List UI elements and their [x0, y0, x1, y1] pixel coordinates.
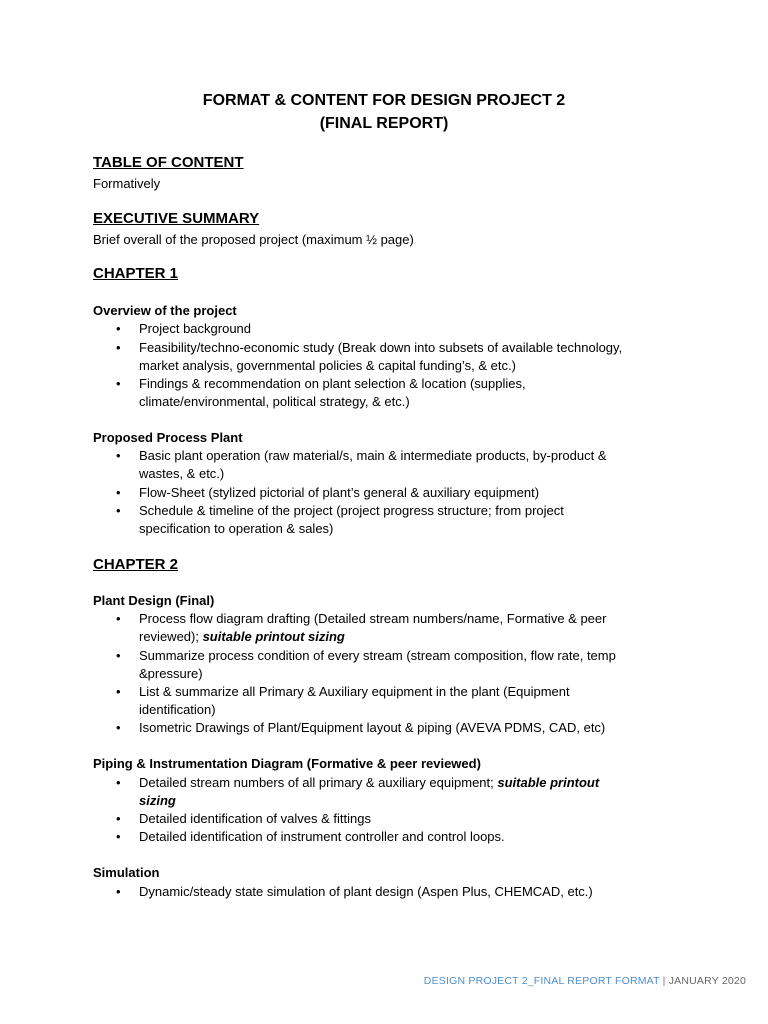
page-footer [424, 975, 746, 987]
pid-title: Piping & Instrumentation Diagram (Formative & peer reviewed) [93, 756, 481, 771]
bullet-icon [116, 811, 130, 826]
list-item: Schedule & timeline of the project (project progress structure; from project [139, 503, 564, 518]
list-item: Detailed identification of valves & fittings [139, 811, 371, 826]
bullet-icon [116, 485, 130, 500]
process-plant-title: Proposed Process Plant [93, 430, 243, 445]
exec-summary-text: Brief overall of the proposed project (maximum ½ page) [93, 232, 414, 247]
emphasis-text: suitable printout sizing [202, 629, 345, 644]
list-item-continuation: identification) [139, 702, 216, 717]
emphasis-text: sizing [139, 793, 176, 808]
list-item: List & summarize all Primary & Auxiliary equipment in the plant (Equipment [139, 684, 570, 699]
list-item-continuation: market analysis, governmental policies & capital funding’s, & etc.) [139, 358, 516, 373]
document-title-line2: (FINAL REPORT) [319, 115, 449, 132]
list-item: Summarize process condition of every stream (stream composition, flow rate, temp [139, 648, 616, 663]
bullet-icon [116, 775, 130, 790]
footer-date: JANUARY 2020 [668, 975, 746, 987]
document-title-line1: FORMAT & CONTENT FOR DESIGN PROJECT 2 [202, 92, 566, 109]
bullet-icon [116, 340, 130, 355]
list-item-text: Detailed stream numbers of all primary & auxiliary equipment; [139, 775, 498, 790]
list-item-text: reviewed); [139, 629, 203, 644]
list-item: Basic plant operation (raw material/s, main & intermediate products, by-product & [139, 448, 607, 463]
footer-title: DESIGN PROJECT 2_FINAL REPORT FORMAT [423, 975, 660, 987]
bullet-icon [116, 684, 130, 699]
list-item-continuation: &pressure) [139, 666, 203, 681]
bullet-icon [116, 829, 130, 844]
emphasis-text: suitable printout [497, 775, 600, 790]
toc-text: Formatively [93, 176, 161, 191]
list-item: Isometric Drawings of Plant/Equipment layout & piping (AVEVA PDMS, CAD, etc) [139, 720, 606, 735]
list-item-continuation: wastes, & etc.) [139, 466, 225, 481]
bullet-icon [116, 611, 130, 626]
plant-design-title: Plant Design (Final) [93, 593, 215, 608]
list-item-continuation: climate/environmental, political strategy, & etc.) [139, 394, 410, 409]
toc-heading: TABLE OF CONTENT [93, 154, 244, 171]
bullet-icon [116, 321, 130, 336]
list-item: Dynamic/steady state simulation of plant design (Aspen Plus, CHEMCAD, etc.) [139, 884, 593, 899]
list-item: Findings & recommendation on plant selection & location (supplies, [139, 376, 526, 391]
overview-title: Overview of the project [93, 303, 237, 318]
footer-separator: | [659, 975, 669, 987]
bullet-icon [116, 376, 130, 391]
list-item-continuation [139, 628, 684, 646]
bullet-icon [116, 503, 130, 518]
chapter1-heading: CHAPTER 1 [93, 265, 179, 282]
bullet-icon [116, 648, 130, 663]
bullet-icon [116, 720, 130, 735]
exec-summary-heading: EXECUTIVE SUMMARY [93, 210, 260, 227]
list-item [139, 774, 684, 792]
bullet-icon [116, 448, 130, 463]
list-item-continuation: specification to operation & sales) [139, 521, 334, 536]
list-item: Feasibility/techno-economic study (Break down into subsets of available technology, [139, 340, 623, 355]
chapter2-heading: CHAPTER 2 [93, 556, 179, 573]
list-item: Detailed identification of instrument controller and control loops. [139, 829, 505, 844]
list-item: Process flow diagram drafting (Detailed stream numbers/name, Formative & peer [139, 611, 607, 626]
list-item: Project background [139, 321, 252, 336]
bullet-icon [116, 884, 130, 899]
simulation-title: Simulation [93, 865, 160, 880]
list-item: Flow-Sheet (stylized pictorial of plant’s general & auxiliary equipment) [139, 485, 540, 500]
